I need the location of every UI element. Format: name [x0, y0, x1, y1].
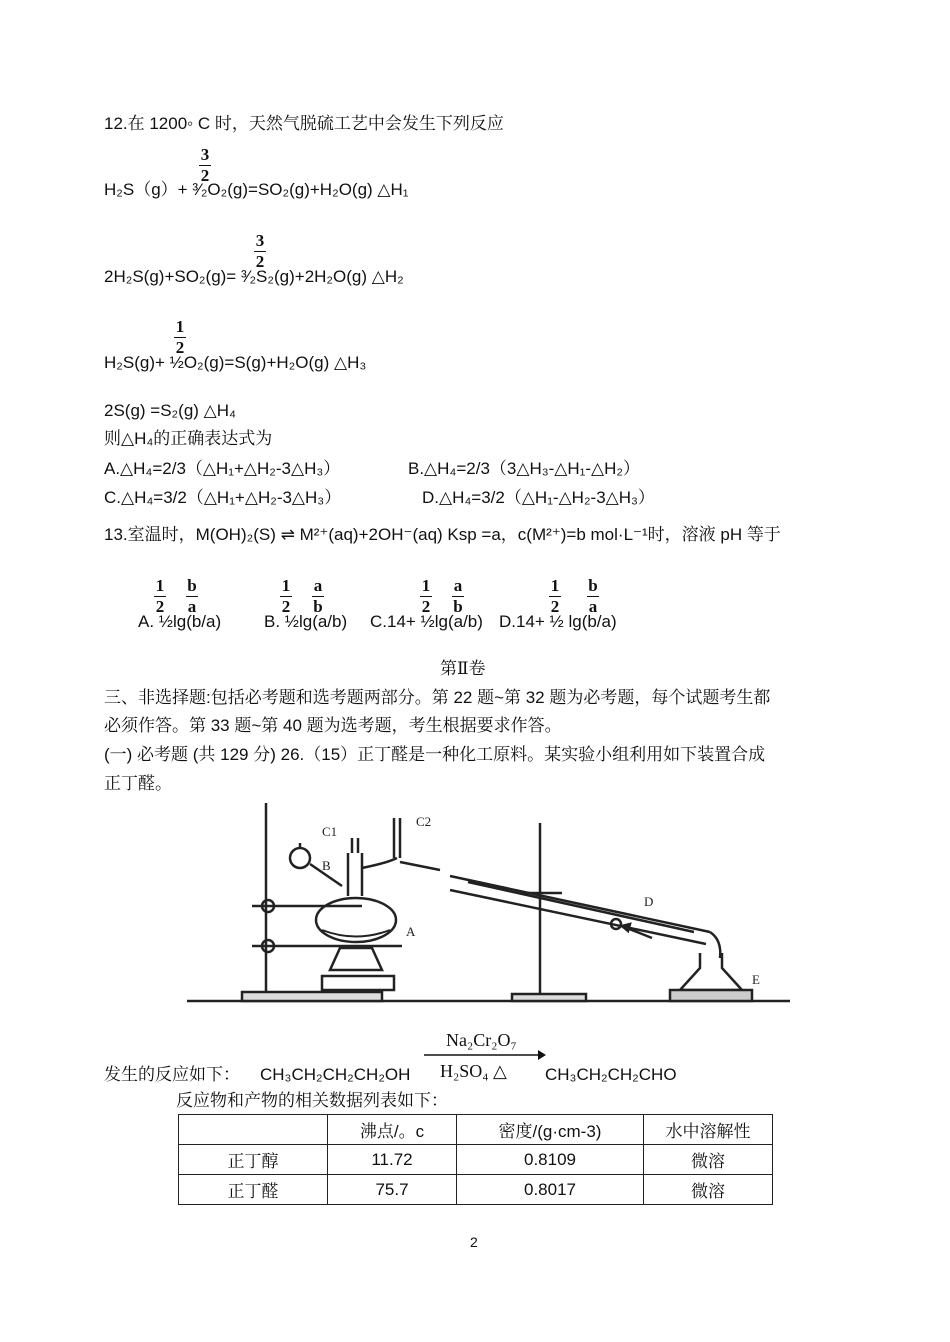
- q12-option-a: A.△H₄=2/3（△H₁+△H₂-3△H₃）: [104, 459, 341, 478]
- table-header: [179, 1115, 328, 1145]
- table-row: [179, 1145, 773, 1175]
- q12-question: 则△H₄的正确表达式为: [104, 429, 273, 448]
- table-cell: 0.8017: [457, 1175, 644, 1205]
- reactant-formula: CH₃CH₂CH₂CH₂OH: [260, 1065, 411, 1084]
- section-instructions-line1: 三、非选择题:包括必考题和选考题两部分。第 22 题~第 32 题为必考题，每个试题考生都: [104, 688, 771, 707]
- reagent-top: Na₂Cr₂O₇: [446, 1030, 517, 1050]
- q12-eq3: H₂S(g)+ ½O₂(g)=S(g)+H₂O(g) △H₃: [104, 353, 367, 372]
- table-cell: 微溶: [644, 1175, 773, 1205]
- q13-option-b: B. ½lg(a/b): [264, 612, 348, 631]
- fraction-one-half: 1 2: [550, 576, 560, 616]
- fraction-three-halves: 3 2: [200, 145, 210, 185]
- q12-eq4: 2S(g) =S₂(g) △H₄: [104, 401, 236, 420]
- fraction-a-over-b: a b: [313, 576, 323, 616]
- fraction-one-half: 1 2: [281, 576, 291, 616]
- section-instructions-line2: 必须作答。第 33 题~第 40 题为选考题，考生根据要求作答。: [104, 716, 562, 735]
- label-e: E: [752, 972, 760, 987]
- fraction-b-over-a: b a: [187, 576, 197, 616]
- section-title: 第Ⅱ卷: [440, 659, 486, 678]
- table-cell: 正丁醇: [179, 1145, 328, 1175]
- label-c1: C1: [322, 824, 338, 839]
- q12-option-b: B.△H₄=2/3（3△H₃-△H₁-△H₂）: [408, 459, 640, 478]
- fraction-one-half: 1 2: [155, 576, 165, 616]
- table-header: 水中溶解性: [644, 1115, 773, 1145]
- page-number: 2: [470, 1234, 478, 1250]
- table-row: [179, 1175, 773, 1205]
- q12-eq2: 2H₂S(g)+SO₂(g)= ³⁄₂S₂(g)+2H₂O(g) △H₂: [104, 267, 404, 286]
- product-formula: CH₃CH₂CH₂CHO: [545, 1065, 677, 1084]
- q13-option-d: D.14+ ½ lg(b/a): [499, 612, 617, 631]
- table-cell: 正丁醛: [179, 1175, 328, 1205]
- label-a: A: [406, 924, 416, 939]
- q12-intro: 12.在 1200◦ C 时，天然气脱硫工艺中会发生下列反应: [104, 114, 504, 133]
- q12-eq1: H₂S（g）+ ³⁄₂O₂(g)=SO₂(g)+H₂O(g) △H₁: [104, 180, 409, 199]
- q26-intro-line1: (一) 必考题 (共 129 分) 26.（15）正丁醛是一种化工原料。某实验小组利用如下装置合成: [104, 745, 766, 764]
- q26-intro-line2: 正丁醛。: [104, 774, 172, 793]
- q13-option-c: C.14+ ½lg(a/b): [370, 612, 483, 631]
- fraction-a-over-b: a b: [453, 576, 463, 616]
- table-header-row: [179, 1115, 773, 1145]
- reagent-bottom: H₂SO₄ △: [440, 1061, 507, 1081]
- table-cell: 0.8109: [457, 1145, 644, 1175]
- fraction-one-half: 1 2: [175, 317, 185, 357]
- label-c2: C2: [416, 814, 432, 829]
- q13-stem: 13.室温时，M(OH)₂(S) ⇌ M²⁺(aq)+2OH⁻(aq) Ksp =a，c(M²⁺)=b mol·L⁻¹时，溶液 pH 等于: [104, 525, 781, 544]
- q12-option-c: C.△H₄=3/2（△H₁+△H₂-3△H₃）: [104, 488, 342, 507]
- apparatus-diagram: [182, 798, 794, 1008]
- table-header: 沸点/。c: [328, 1115, 457, 1145]
- label-b: B: [322, 858, 331, 873]
- data-table: [178, 1114, 773, 1205]
- q12-option-d: D.△H₄=3/2（△H₁-△H₂-3△H₃）: [422, 488, 655, 507]
- table-cell: 75.7: [328, 1175, 457, 1205]
- fraction-one-half: 1 2: [421, 576, 431, 616]
- table-cell: 微溶: [644, 1145, 773, 1175]
- q13-option-a: A. ½lg(b/a): [138, 612, 222, 631]
- fraction-b-over-a: b a: [588, 576, 598, 616]
- fraction-three-halves: 3 2: [255, 231, 265, 271]
- table-cell: 11.72: [328, 1145, 457, 1175]
- label-d: D: [644, 894, 654, 909]
- reaction-prefix: 发生的反应如下：: [104, 1065, 240, 1084]
- table-header: 密度/(g·cm-3): [457, 1115, 644, 1145]
- table-intro: 反应物和产物的相关数据列表如下：: [176, 1091, 448, 1110]
